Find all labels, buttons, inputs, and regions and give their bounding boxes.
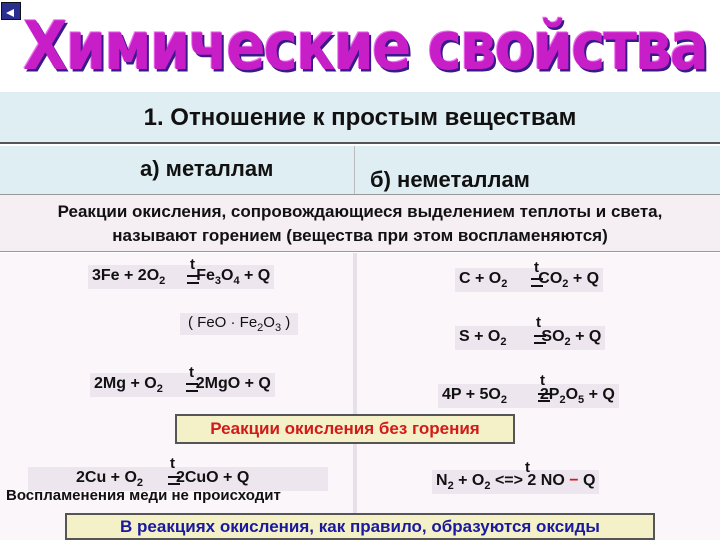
column-nonmetals-heading: б) неметаллам: [370, 167, 530, 192]
equation-nitrogen: $N_2 + O_2$ <=> 2 NO − Q: [432, 470, 599, 494]
equals-sign: [534, 335, 546, 344]
minus-sign: −: [569, 472, 579, 489]
combustion-definition: [0, 194, 720, 252]
equation-copper: $2Cu + O_2$ 2CuO + Q: [28, 467, 328, 491]
definition-line-2: называют горением (вещества при этом воспламеняются): [112, 226, 608, 245]
equation-iron: $3Fe + 2O_2$ $Fe_3O_4 + Q$: [88, 265, 274, 289]
condition-mark: t: [170, 455, 175, 472]
copper-note: Воспламенения меди не происходит: [6, 487, 281, 504]
equals-sign: [538, 393, 550, 402]
equals-sign: [168, 476, 180, 485]
equation-carbon: $C + O_2$ $CO_2 + Q$: [455, 268, 603, 292]
conclusion-banner: В реакциях окисления, как правило, образуются оксиды: [65, 513, 655, 540]
back-arrow-icon[interactable]: [1, 2, 21, 20]
equals-sign: [186, 383, 198, 392]
condition-mark: t: [540, 372, 545, 389]
page-title: Химические свойства: [23, 6, 707, 86]
equation-sulfur: $S + O_2$ $SO_2 + Q$: [455, 326, 605, 350]
condition-mark: t: [525, 459, 530, 476]
columns-header: [0, 146, 720, 194]
no-combustion-label: Реакции окисления без горения: [175, 414, 515, 444]
condition-mark: t: [534, 259, 539, 276]
section-heading: 1. Отношение к простым веществам: [143, 104, 577, 131]
equation-phosphorus: $4P + 5O_2$ $2P_2O_5 + Q$: [438, 384, 619, 408]
equals-sign: [187, 275, 199, 284]
condition-mark: t: [190, 256, 195, 273]
condition-mark: t: [536, 314, 541, 331]
definition-line-1: Реакции окисления, сопровождающиеся выделением теплоты и света,: [57, 202, 663, 221]
condition-mark: t: [189, 364, 194, 381]
column-metals-heading: а) металлам: [140, 156, 274, 181]
equation-magnesium: $2Mg + O_2$ 2MgO + Q: [90, 373, 275, 397]
columns-divider: [354, 146, 355, 194]
equals-sign: [531, 278, 543, 287]
iron-oxide-note: ( FeO · $Fe_2O_3$ ): [180, 313, 298, 335]
